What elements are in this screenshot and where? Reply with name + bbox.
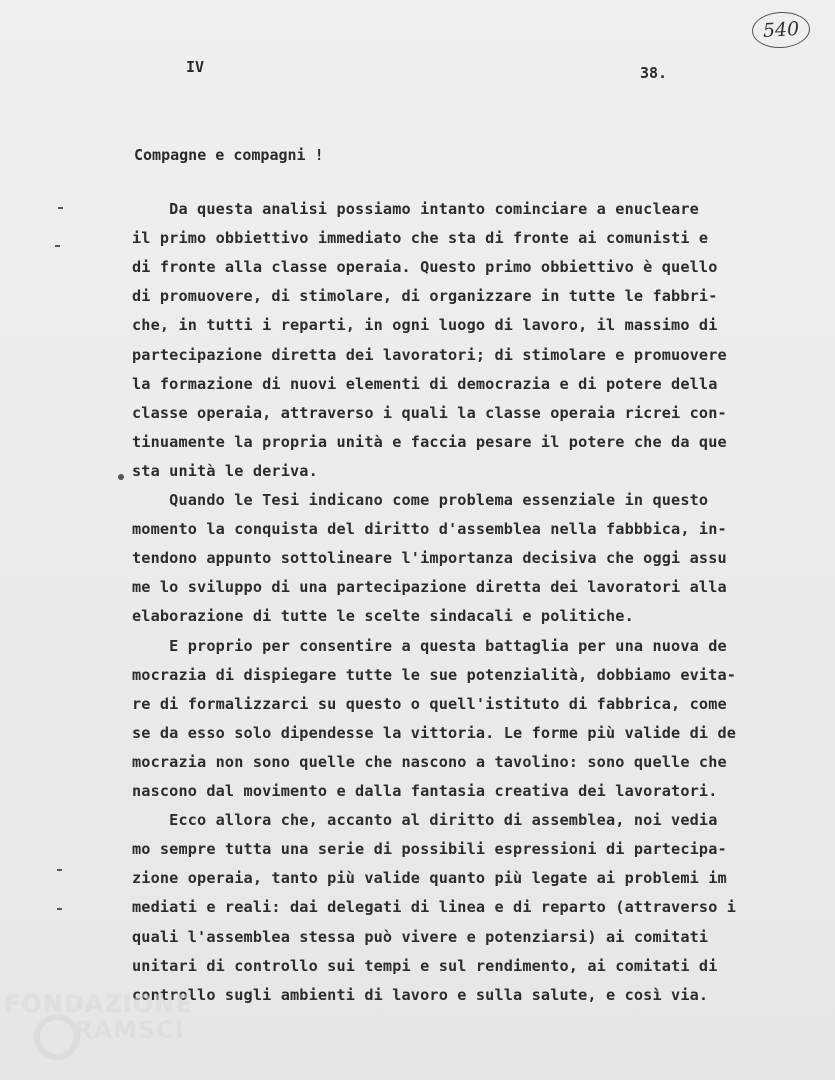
text-line: controllo sugli ambienti di lavoro e sulla salute, e così via. <box>132 985 709 1004</box>
text-line: classe operaia, attraverso i quali la classe operaia ricrei con- <box>132 403 727 422</box>
text-line: se da esso solo dipendesse la vittoria. Le forme più valide di de <box>132 723 737 742</box>
archive-watermark <box>4 990 214 1075</box>
text-line: mocrazia non sono quelle che nascono a tavolino: sono quelle che <box>132 752 727 771</box>
text-line: Ecco allora che, accanto al diritto di assemblea, noi vedia <box>132 811 718 830</box>
text-line: di fronte alla classe operaia. Questo primo obbiettivo è quello <box>132 258 718 277</box>
text-line: elaborazione di tutte le scelte sindacali e politiche. <box>132 607 634 626</box>
text-line: che, in tutti i reparti, in ogni luogo di lavoro, il massimo di <box>132 316 718 335</box>
text-line: tinuamente la propria unità e faccia pesare il potere che da que <box>132 432 727 451</box>
watermark-line-1: FONDAZIONE <box>4 990 193 1018</box>
text-line: zione operaia, tanto più valide quanto più legate ai problemi im <box>132 869 727 888</box>
text-line: tendono appunto sottolineare l'importanza decisiva che oggi assu <box>132 549 727 568</box>
salutation: Compagne e compagni ! <box>134 146 324 164</box>
text-line: il primo obbiettivo immediato che sta di fronte ai comunisti e <box>132 229 709 248</box>
text-line: nascono dal movimento e dalla fantasia creativa dei lavoratori. <box>132 782 718 800</box>
margin-mark <box>57 908 62 910</box>
page-number: 38. <box>640 64 668 82</box>
margin-mark <box>58 207 63 209</box>
text-line: unitari di controllo sui tempi e sul rendimento, ai comitati di <box>132 956 718 975</box>
text-line: mocrazia di dispiegare tutte le sue potenzialità, dobbiamo evita- <box>132 665 737 684</box>
archive-stamp: 540 <box>751 11 811 50</box>
text-line: momento la conquista del diritto d'assemblea nella fabbbica, in- <box>132 520 727 539</box>
text-line: Quando le Tesi indicano come problema essenziale in questo <box>132 491 709 509</box>
text-line: mo sempre tutta una serie di possibili espressioni di partecipa- <box>132 840 727 859</box>
text-line: di promuovere, di stimolare, di organizzare in tutte le fabbri- <box>132 287 718 306</box>
text-line: Da questa analisi possiamo intanto cominciare a enucleare <box>132 200 699 218</box>
text-line: re di formalizzarci su questo o quell'istituto di fabbrica, come <box>132 694 727 713</box>
text-line: la formazione di nuovi elementi di democrazia e di potere della <box>132 374 718 393</box>
text-line: mediati e reali: dai delegati di linea e di reparto (attraverso i <box>132 898 737 917</box>
text-line: me lo sviluppo di una partecipazione diretta dei lavoratori alla <box>132 578 727 597</box>
text-line: quali l'assemblea stessa può vivere e potenziarsi) ai comitati <box>132 927 709 946</box>
margin-mark <box>57 869 62 871</box>
text-line: partecipazione diretta dei lavoratori; di stimolare e promuovere <box>132 345 727 364</box>
text-line: E proprio per consentire a questa battaglia per una nuova de <box>132 636 727 655</box>
watermark-line-2: RAMSCI <box>74 1016 185 1044</box>
text-line: sta unità le deriva. <box>132 461 318 480</box>
margin-mark <box>55 245 60 247</box>
section-number: IV <box>186 58 205 76</box>
margin-mark <box>118 474 124 480</box>
